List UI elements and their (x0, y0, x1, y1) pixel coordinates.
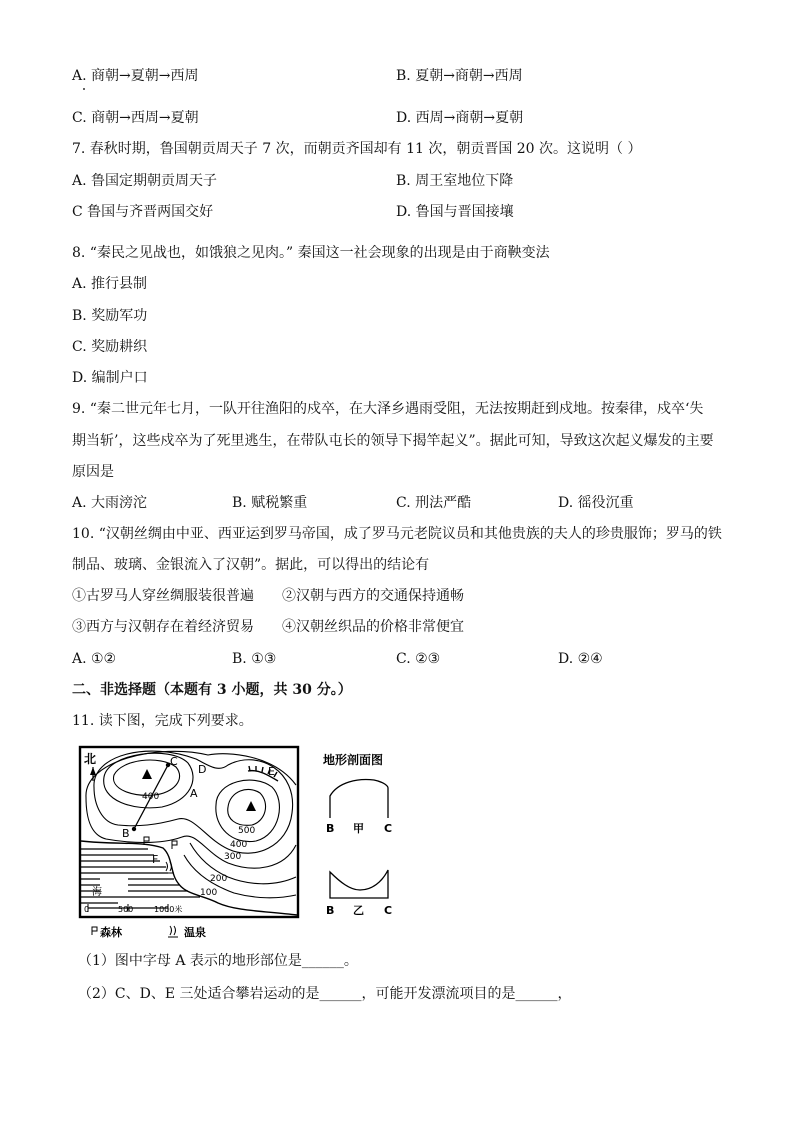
map-label-e: E (268, 765, 275, 778)
q10-option-c: C. ②③ (396, 651, 441, 667)
q10-option-b: B. ①③ (232, 651, 277, 667)
stray-dot (83, 88, 85, 90)
q11-subquestion-2: （2）C、D、E 三处适合攀岩运动的是______，可能开发漂流项目的是______， (78, 986, 572, 1002)
q10-statement-1: ①古罗马人穿丝绸服装很普遍 (72, 588, 254, 604)
q9-line-2: 期当斩’，这些戍卒为了死里逃生，在带队屯长的领导下揭竿起义”。据此可知，导致这次起义爆发的主要 (72, 433, 714, 449)
contour-value-label: 400 (230, 840, 248, 850)
profile-title: 地形剖面图 (323, 753, 384, 767)
map-north-label: 北 (84, 752, 97, 766)
contour-map (78, 745, 302, 941)
q10-statement-3: ③西方与汉朝存在着经济贸易 (72, 619, 254, 635)
q10-line-1: 10. “汉朝丝绸由中亚、西亚运到罗马帝国，成了罗马元老院议员和其他贵族的夫人的珍贵服饰；罗马的铁 (72, 526, 722, 542)
contour-value-label: 200 (210, 874, 228, 884)
q7-option-b: B. 周王室地位下降 (396, 173, 514, 189)
terrain-profile (318, 748, 408, 924)
contour-value-label: 100 (200, 888, 218, 898)
legend-spring-label: 温泉 (184, 926, 206, 939)
q11-subquestion-1: （1）图中字母 A 表示的地形部位是______。 (78, 953, 358, 969)
q10-line-2: 制品、玻璃、金银流入了汉朝”。据此，可以得出的结论有 (72, 557, 430, 573)
q6-option-a: A. 商朝→夏朝→西周 (72, 68, 199, 84)
q6-option-d: D. 西周→商朝→夏朝 (396, 110, 524, 126)
q10-statement-4: ④汉朝丝织品的价格非常便宜 (282, 619, 464, 635)
q10-option-a: A. ①② (72, 651, 117, 667)
profile-top-label-c: C (384, 822, 393, 835)
profile-bottom-label-b: B (326, 904, 335, 917)
contour-value-label: 300 (224, 852, 242, 862)
q7-option-a: A. 鲁国定期朝贡周天子 (72, 173, 218, 189)
q11-stem: 11. 读下图，完成下列要求。 (72, 713, 253, 729)
q6-option-c: C. 商朝→西周→夏朝 (72, 110, 199, 126)
map-sea-label: 海 (92, 887, 102, 898)
map-label-c: C (170, 755, 178, 768)
q7-option-c: C 鲁国与齐晋两国交好 (72, 204, 214, 220)
q8-option-b: B. 奖励军功 (72, 308, 148, 324)
q9-option-b: B. 赋税繁重 (232, 495, 308, 511)
q7-option-d: D. 鲁国与晋国接壤 (396, 204, 514, 220)
q8-option-d: D. 编制户口 (72, 370, 148, 386)
q9-line-1: 9. “秦二世元年七月，一队开往渔阳的戍卒，在大泽乡遇雨受阻，无法按期赶到戍地。按秦律，戍卒‘失 (72, 401, 704, 417)
q10-statement-2: ②汉朝与西方的交通保持通畅 (282, 588, 464, 604)
scale-label-500: 500 (118, 905, 134, 914)
q8-option-c: C. 奖励耕织 (72, 339, 148, 355)
profile-top-label-b: B (326, 822, 335, 835)
profile-bottom-label-c: C (384, 904, 393, 917)
q8-stem: 8. “秦民之见战也，如饿狼之见肉。” 秦国这一社会现象的出现是由于商鞅变法 (72, 245, 550, 261)
contour-value-label: 500 (238, 826, 256, 836)
scale-label-0: 0 (84, 905, 90, 914)
map-label-f: F (152, 853, 159, 866)
q6-option-b: B. 夏朝→商朝→西周 (396, 68, 523, 84)
legend-forest-label: 森林 (100, 926, 122, 939)
map-label-b: B (122, 827, 130, 840)
contour-value-label: 400 (142, 792, 160, 802)
scale-label-1000: 1000米 (154, 905, 183, 914)
q9-option-d: D. 徭役沉重 (558, 495, 634, 511)
section-heading: 二、非选择题（本题有 3 小题，共 30 分。） (72, 682, 352, 698)
profile-top-label-jia: 甲 (353, 822, 364, 835)
profile-bottom-label-yi: 乙 (353, 904, 364, 917)
q8-option-a: A. 推行县制 (72, 276, 148, 292)
q7-stem: 7. 春秋时期，鲁国朝贡周天子 7 次，而朝贡齐国却有 11 次，朝贡晋国 20 次。这说明（ ） (72, 141, 642, 157)
q9-option-a: A. 大雨滂沱 (72, 495, 148, 511)
map-label-d: D (198, 763, 207, 776)
q9-option-c: C. 刑法严酷 (396, 495, 472, 511)
map-label-a: A (190, 787, 198, 800)
q9-line-3: 原因是 (72, 464, 114, 480)
q10-option-d: D. ②④ (558, 651, 603, 667)
